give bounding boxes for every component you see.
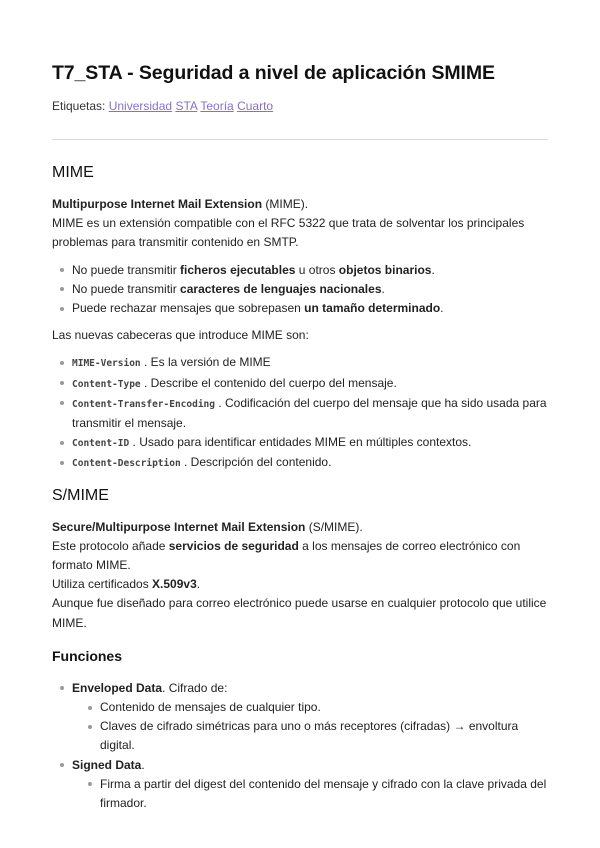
section-heading-mime: MIME: [52, 164, 94, 181]
inline-code: Content-Transfer-Encoding: [72, 398, 215, 410]
tag-link-sta[interactable]: STA: [175, 99, 198, 113]
sub-list: [72, 698, 552, 756]
tags-label: Etiquetas:: [52, 99, 106, 113]
sub-list: [72, 775, 552, 813]
subsection-heading-funciones: Funciones: [52, 647, 123, 664]
mime-description: MIME es un extensión compatible con el RFC 5322 que trata de solventar los principales problemas para transmitir contenido en SMTP.: [52, 216, 525, 250]
mime-headers-intro: Las nuevas cabeceras que introduce MIME son:: [52, 328, 309, 343]
tag-link-cuarto[interactable]: Cuarto: [237, 99, 274, 113]
tag-link-universidad[interactable]: Universidad: [108, 99, 173, 113]
smime-paragraph-1: Este protocolo añade servicios de seguridad a los mensajes de correo electrónico con formato MIME.: [52, 538, 521, 573]
list-item: Content-ID . Usado para identificar entidades MIME en múltiples contextos.: [52, 433, 552, 453]
list-item: Content-Transfer-Encoding . Codificación del cuerpo del mensaje que ha sido usada para transmitir el mensaje.: [52, 394, 552, 433]
list-item: Content-Description . Descripción del contenido.: [52, 453, 552, 473]
list-item: Content-Type . Describe el contenido del cuerpo del mensaje.: [52, 374, 552, 394]
list-item: Firma a partir del digest del contenido del mensaje y cifrado con la clave privada del firmador.: [72, 775, 552, 813]
list-item: Enveloped Data. Cifrado de: Contenido de mensajes de cualquier tipo. Claves de cifrado simétricas para uno o más receptores (cifradas) → envoltura digital.: [52, 679, 552, 756]
list-item: No puede transmitir caracteres de lenguajes nacionales.: [52, 280, 552, 299]
inline-code: Content-ID: [72, 438, 130, 450]
divider: [52, 139, 548, 140]
smime-paragraph-3: Aunque fue diseñado para correo electrónico puede usarse en cualquier protocolo que utilice MIME.: [52, 596, 547, 630]
section-heading-smime: S/MIME: [52, 486, 109, 504]
document-body: [52, 163, 552, 813]
smime-paragraph-2: Utiliza certificados X.509v3.: [52, 577, 201, 592]
mime-intro-bold: Multipurpose Internet Mail Extension: [52, 197, 263, 211]
list-item: Contenido de mensajes de cualquier tipo.: [72, 698, 552, 717]
tag-link-teoria[interactable]: Teoría: [200, 99, 234, 113]
funciones-list: [52, 679, 552, 813]
page-title: T7_STA - Seguridad a nivel de aplicación SMIME: [52, 62, 495, 84]
smime-intro: Secure/Multipurpose Internet Mail Extension (S/MIME).: [52, 519, 363, 534]
list-item: Signed Data. Firma a partir del digest del contenido del mensaje y cifrado con la clave privada del firmador.: [52, 756, 552, 814]
mime-intro: [52, 195, 552, 214]
inline-code: MIME-Version: [72, 358, 141, 370]
inline-code: Content-Type: [72, 378, 141, 390]
mime-intro-rest: (MIME).: [262, 197, 309, 211]
list-item: No puede transmitir ficheros ejecutables u otros objetos binarios.: [52, 261, 552, 280]
list-item: Claves de cifrado simétricas para uno o más receptores (cifradas) → envoltura digital.: [72, 717, 552, 755]
list-item: Puede rechazar mensajes que sobrepasen un tamaño determinado.: [52, 299, 552, 318]
mime-problems-list: [52, 261, 552, 319]
inline-code: Content-Description: [72, 458, 181, 470]
mime-headers-list: [52, 353, 552, 473]
tags-row: [52, 99, 273, 113]
list-item: MIME-Version . Es la versión de MIME: [52, 353, 552, 373]
